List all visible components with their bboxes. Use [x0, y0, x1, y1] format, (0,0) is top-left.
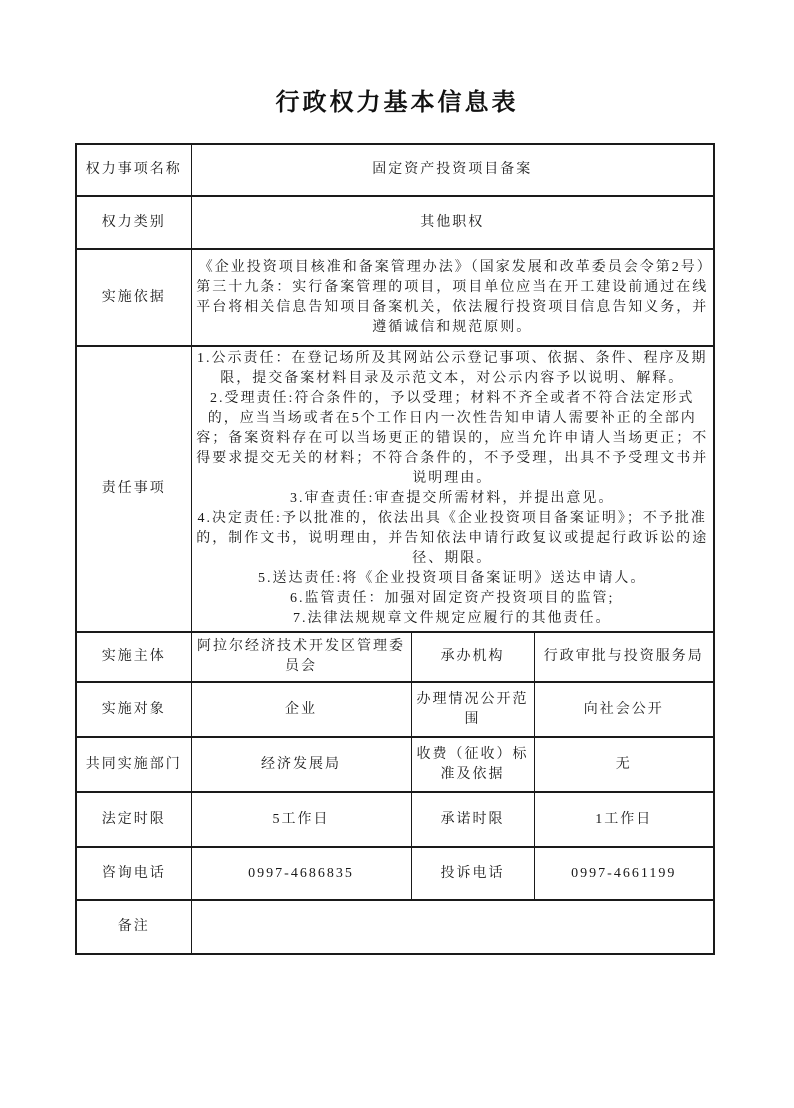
row-joint-dept [76, 737, 714, 792]
responsibility-item-6: 6.监管责任：加强对固定资产投资项目的监管; [290, 591, 615, 606]
handling-org-value-cell: 行政审批与投资服务局 [534, 632, 714, 682]
power-category-value-cell: 其他职权 [191, 196, 714, 249]
row-target [76, 682, 714, 737]
responsibility-item-3: 3.审查责任:审查提交所需材料，并提出意见。 [290, 491, 615, 506]
power-item-name-label-cell: 权力事项名称 [76, 144, 191, 196]
implementer-label-cell: 实施主体 [76, 632, 191, 682]
row-time-limit [76, 792, 714, 847]
joint-dept-label-cell: 共同实施部门 [76, 737, 191, 792]
row-phones [76, 847, 714, 900]
implementation-basis-label-cell: 实施依据 [76, 249, 191, 346]
disclosure-scope-label-cell: 办理情况公开范围 [411, 682, 534, 737]
fee-standard-value-cell: 无 [534, 737, 714, 792]
responsibility-item-5: 5.送达责任:将《企业投资项目备案证明》送达申请人。 [258, 571, 647, 586]
responsibility-item-7: 7.法律法规规章文件规定应履行的其他责任。 [293, 611, 612, 626]
page-title: 行政权力基本信息表 [275, 90, 519, 116]
power-item-name-value-cell: 固定资产投资项目备案 [191, 144, 714, 196]
legal-limit-label-cell: 法定时限 [76, 792, 191, 847]
row-remark [76, 900, 714, 954]
fee-standard-label-cell: 收费（征收）标准及依据 [411, 737, 534, 792]
power-category-label-cell: 权力类别 [76, 196, 191, 249]
consult-phone-value-cell: 0997-4686835 [191, 847, 411, 900]
responsibility-item-1: 1.公示责任：在登记场所及其网站公示登记事项、依据、条件、程序及期限，提交备案材料目录及示范文本，对公示内容予以说明、解释。 [197, 351, 708, 386]
remark-label-cell: 备注 [76, 900, 191, 954]
promise-limit-value-cell: 1工作日 [534, 792, 714, 847]
responsibility-label-cell: 责任事项 [76, 346, 191, 632]
consult-phone-label-cell: 咨询电话 [76, 847, 191, 900]
disclosure-scope-value-cell: 向社会公开 [534, 682, 714, 737]
target-label-cell: 实施对象 [76, 682, 191, 737]
implementer-value-cell: 阿拉尔经济技术开发区管理委员会 [191, 632, 411, 682]
row-implementer [76, 632, 714, 682]
responsibility-item-4: 4.决定责任:予以批准的，依法出具《企业投资项目备案证明》；不予批准的，制作文书，说明理由，并告知依法申请行政复议或提起行政诉讼的途径、期限。 [196, 511, 709, 566]
row-implementation-basis [76, 249, 714, 346]
row-power-item-name [76, 144, 714, 196]
complaint-phone-label-cell: 投诉电话 [411, 847, 534, 900]
responsibility-item-2: 2.受理责任:符合条件的，予以受理；材料不齐全或者不符合法定形式的，应当当场或者在5个工作日内一次性告知申请人需要补正的全部内容；备案资料存在可以当场更正的错误的，应当允许申请人当场更正；不得要求提交无关的材料；不符合条件的，不予受理，出具不予受理文书并说明理由。 [196, 391, 709, 486]
responsibility-text-cell [191, 346, 714, 632]
row-power-category [76, 196, 714, 249]
complaint-phone-value-cell: 0997-4661199 [534, 847, 714, 900]
handling-org-label-cell: 承办机构 [411, 632, 534, 682]
promise-limit-label-cell: 承诺时限 [411, 792, 534, 847]
basic-info-table [75, 143, 715, 955]
remark-value-cell [191, 900, 714, 954]
implementation-basis-text-cell: 《企业投资项目核准和备案管理办法》（国家发展和改革委员会令第2号）第三十九条：实行备案管理的项目，项目单位应当在开工建设前通过在线平台将相关信息告知项目备案机关，依法履行投资项目信息告知义务，并遵循诚信和规范原则。 [191, 249, 714, 346]
joint-dept-value-cell: 经济发展局 [191, 737, 411, 792]
legal-limit-value-cell: 5工作日 [191, 792, 411, 847]
row-responsibility [76, 346, 714, 632]
target-value-cell: 企业 [191, 682, 411, 737]
